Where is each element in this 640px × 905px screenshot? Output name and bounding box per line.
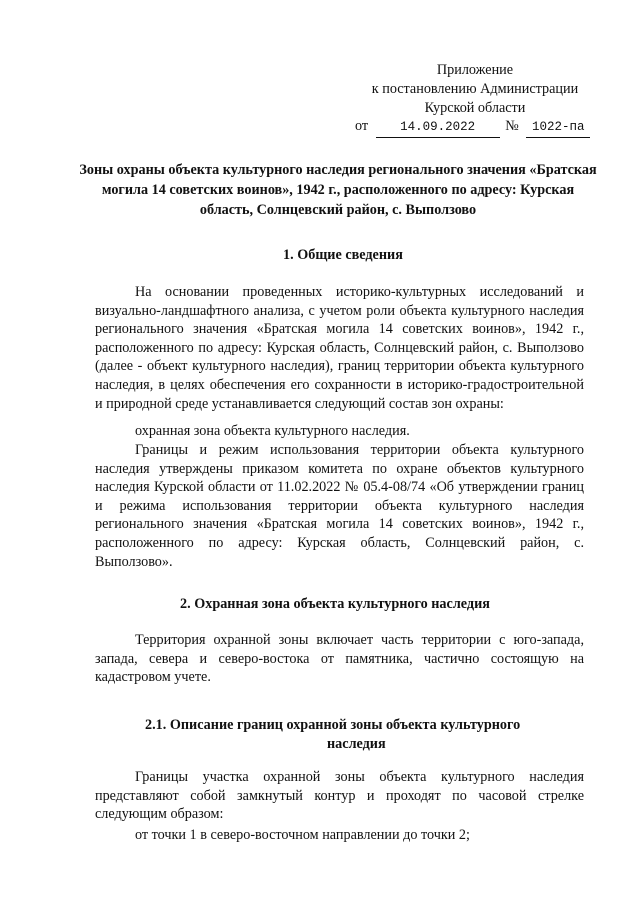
appendix-decree-reference: к постановлению Администрации	[371, 81, 579, 97]
subsection-heading-boundaries-line1: 2.1. Описание границ охранной зоны объекта культурного	[145, 717, 521, 733]
document-title: Зоны охраны объекта культурного наследия регионального значения «Братская могила 14 советских воинов», 1942 г., расположенного по адресу: Курская область, Солнцевский район, с. Выползово	[79, 162, 597, 218]
general-paragraph-3: Границы и режим использования территории объекта культурного наследия утверждены приказом комитета по охране объектов культурного наследия Курской области от 11.02.2022 № 05.4-08/74 «Об утверждении границ и режима использования территории объекта культурного наследия регионального значения «Братская могила 14 советских воинов», 1942 г., расположенного по адресу: Курская область, Солнцевский район, с. Выползово».	[95, 442, 584, 570]
appendix-header	[355, 61, 595, 118]
general-paragraph-1: На основании проведенных историко-культурных исследований и визуально-ландшафтного анализа, с учетом роли объекта культурного наследия регионального значения «Братская могила 14 советских воинов», 1942 г., расположенного по адресу: Курская область, Солнцевский район, с. Выползово (далее - объект культурного наследия), границ территории объекта культурного наследия, в целях обеспечения его сохранности в историко-градостроительной и природной среде устанавливается следующий состав зон охраны:	[95, 284, 584, 412]
appendix-label: Приложение	[436, 62, 514, 78]
decree-date-number	[355, 117, 595, 138]
decree-number: 1022-па	[526, 118, 590, 138]
section-heading-general: 1. Общие сведения	[283, 247, 403, 263]
date-prefix: от	[355, 118, 369, 134]
general-paragraph-2: охранная зона объекта культурного наследия.	[135, 423, 410, 439]
number-prefix: №	[505, 118, 519, 134]
protection-zone-paragraph: Территория охранной зоны включает часть территории с юго-запада, запада, севера и северо-востока от памятника, частично состоящую на кадастровом учете.	[95, 632, 584, 686]
appendix-region: Курской области	[424, 100, 526, 116]
boundaries-paragraph-2: от точки 1 в северо-восточном направлении до точки 2;	[135, 827, 470, 843]
section-heading-protection-zone: 2. Охранная зона объекта культурного наследия	[180, 596, 490, 612]
decree-date: 14.09.2022	[376, 118, 500, 138]
boundaries-paragraph-1: Границы участка охранной зоны объекта культурного наследия представляют собой замкнутый контур и проходят по часовой стрелке следующим образом:	[95, 769, 584, 823]
subsection-heading-boundaries-line2: наследия	[327, 736, 386, 752]
